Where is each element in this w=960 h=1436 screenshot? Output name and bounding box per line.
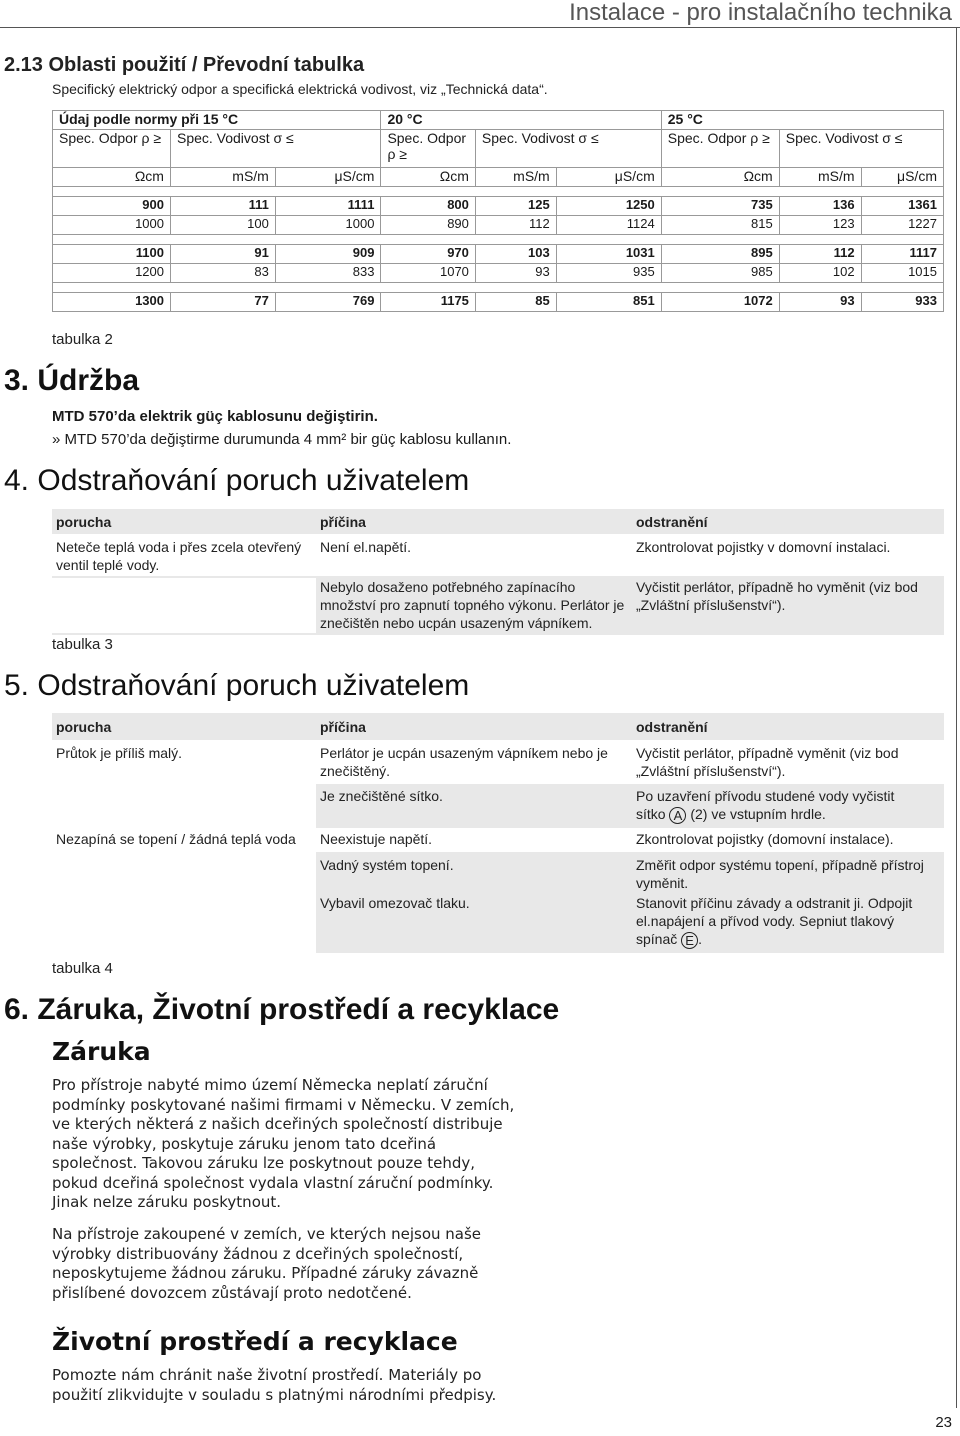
remedy-cell: Zkontrolovat pojistky v domovní instalaci. xyxy=(636,539,891,555)
col-header-remedy: odstranění xyxy=(636,514,708,530)
cause-cell: Je znečištěné sítko. xyxy=(320,788,443,804)
table-cell: 735 xyxy=(661,197,779,216)
table-cell: 900 xyxy=(53,197,171,216)
cause-cell: Perlátor je ucpán usazeným vápníkem nebo je znečištěný. xyxy=(320,745,608,779)
running-header-title: Instalace - pro instalačního technika xyxy=(569,0,952,26)
remedy-cell: Vyčistit perlátor, případně ho vyměnit (viz bod „Zvláštní příslušenství“). xyxy=(636,579,918,613)
remedy-cell xyxy=(636,894,940,949)
remedy-cell xyxy=(636,787,940,824)
section-3-title: 3. Údržba xyxy=(4,364,140,397)
maintenance-instruction: MTD 570’da elektrik güç kablosunu değiştirin. xyxy=(52,408,378,425)
remedy-cell: Zkontrolovat pojistky (domovní instalace). xyxy=(636,831,894,847)
remedy-text: sítko xyxy=(636,806,666,822)
group-header-20c: 20 °C xyxy=(381,111,661,130)
col-header-conductivity: Spec. Vodivost σ ≤ xyxy=(170,130,380,168)
table-caption: tabulka 3 xyxy=(52,636,113,653)
fault-cell-empty xyxy=(52,894,316,953)
remedy-text: (2) ve vstupním hrdle. xyxy=(690,806,826,822)
table-cell: 1175 xyxy=(381,293,475,312)
cause-cell: Vybavil omezovač tlaku. xyxy=(320,895,470,911)
table-cell: 93 xyxy=(779,293,861,312)
table-cell: 890 xyxy=(381,216,475,235)
table-cell: 103 xyxy=(475,245,556,264)
table-caption: tabulka 2 xyxy=(52,331,113,348)
circled-e-symbol: E xyxy=(681,932,698,949)
col-header-resistance: Spec. Odpor ρ ≥ xyxy=(661,130,779,168)
table-cell: 1200 xyxy=(53,264,171,283)
table-cell: 93 xyxy=(475,264,556,283)
unit-cell: mS/m xyxy=(475,168,556,187)
table-row xyxy=(53,245,944,264)
group-header-15c: Údaj podle normy při 15 °C xyxy=(53,111,381,130)
table-cell: 91 xyxy=(170,245,275,264)
cause-cell: Neexistuje napětí. xyxy=(320,831,433,847)
cause-cell: Nebylo dosaženo potřebného zapínacího množství pro zapnutí topného výkonu. Perlátor je znečištěn nebo ucpán usazeným vápníkem. xyxy=(320,579,625,631)
warranty-heading: Záruka xyxy=(52,1037,151,1066)
table-cell: 851 xyxy=(556,293,661,312)
maintenance-step: » MTD 570’da değiştirme durumunda 4 mm² bir güç kablosu kullanın. xyxy=(52,431,512,448)
unit-cell: Ωcm xyxy=(661,168,779,187)
col-header-cause: příčina xyxy=(320,719,366,735)
warranty-paragraph-2: Na přístroje zakoupené v zemích, ve kterých nejsou naše výrobky distribuovány žádnou z dceřiných společností, neposkytujeme žádnou záruku. Případné záruky závazně přislíbené dovozcem zůstávají proto nedotčené. xyxy=(52,1225,482,1302)
col-header-conductivity: Spec. Vodivost σ ≤ xyxy=(475,130,661,168)
table-cell: 1300 xyxy=(53,293,171,312)
section-6-title: 6. Záruka, Životní prostředí a recyklace xyxy=(4,993,560,1026)
environment-heading: Životní prostředí a recyklace xyxy=(52,1327,458,1356)
units-row xyxy=(53,168,944,187)
table-row xyxy=(53,197,944,216)
table-cell: 102 xyxy=(779,264,861,283)
col-header-fault: porucha xyxy=(56,514,112,530)
fault-cell: Průtok je příliš malý. xyxy=(56,745,183,761)
table-row xyxy=(53,293,944,312)
table-cell: 1111 xyxy=(275,197,381,216)
table-cell: 1015 xyxy=(861,264,943,283)
remedy-text: Stanovit příčinu závady a odstranit ji. Odpojit el.napájení a přívod vody. Sepniut tlakový xyxy=(636,895,913,929)
table-row xyxy=(53,264,944,283)
table-cell: 1117 xyxy=(861,245,943,264)
fault-cell: Nezapíná se topení / žádná teplá voda xyxy=(56,831,296,847)
table-cell: 112 xyxy=(475,216,556,235)
table-cell: 125 xyxy=(475,197,556,216)
table-cell: 85 xyxy=(475,293,556,312)
table-row xyxy=(52,852,944,894)
table-header-row xyxy=(52,509,944,534)
cause-cell: Není el.napětí. xyxy=(320,539,412,555)
table-cell: 1000 xyxy=(53,216,171,235)
remedy-text: Po uzavření přívodu studené vody vyčistit xyxy=(636,788,895,804)
unit-cell: μS/cm xyxy=(556,168,661,187)
table-caption: tabulka 4 xyxy=(52,960,113,977)
cause-cell: Vadný systém topení. xyxy=(320,857,454,873)
group-header-row xyxy=(53,111,944,130)
unit-cell: mS/m xyxy=(170,168,275,187)
troubleshooting-table-4 xyxy=(52,713,944,953)
unit-cell: μS/cm xyxy=(275,168,381,187)
col-header-fault: porucha xyxy=(56,719,112,735)
table-cell: 933 xyxy=(861,293,943,312)
remedy-text: . xyxy=(698,931,703,947)
circled-a-symbol: A xyxy=(669,807,686,824)
troubleshooting-table-3 xyxy=(52,509,944,635)
unit-cell: Ωcm xyxy=(381,168,475,187)
group-header-25c: 25 °C xyxy=(661,111,943,130)
col-header-remedy: odstranění xyxy=(636,719,708,735)
col-header-resistance: Spec. Odpor ρ ≥ xyxy=(53,130,171,168)
column-header-row xyxy=(53,130,944,168)
table-cell: 833 xyxy=(275,264,381,283)
table-cell: 1072 xyxy=(661,293,779,312)
table-row xyxy=(52,894,944,953)
unit-cell: μS/cm xyxy=(861,168,943,187)
table-row xyxy=(53,216,944,235)
fault-cell-empty xyxy=(52,852,316,894)
table-cell: 100 xyxy=(170,216,275,235)
warranty-paragraph-1: Pro přístroje nabyté mimo území Německa neplatí záruční podmínky poskytované našimi firmami v Německu. V zemích, ve kterých některá z našich dceřiných společností distribuje naše výrobky, poskytuje záruku jenom tato dceřiná společnost. Takovou záruku lze poskytnout pouze tehdy, pokud dceřiná společnost vydala vlastní záruční podmínky. Jinak nelze záruku poskytnout. xyxy=(52,1076,515,1211)
table-cell: 800 xyxy=(381,197,475,216)
table-cell: 769 xyxy=(275,293,381,312)
remedy-cell: Změřit odpor systému topení, případně přístroj vyměnit. xyxy=(636,857,924,891)
table-cell: 815 xyxy=(661,216,779,235)
unit-cell: Ωcm xyxy=(53,168,171,187)
table-cell: 123 xyxy=(779,216,861,235)
table-row xyxy=(52,534,944,576)
col-header-cause: příčina xyxy=(320,514,366,530)
table-row xyxy=(52,740,944,784)
table-cell: 1100 xyxy=(53,245,171,264)
table-cell: 77 xyxy=(170,293,275,312)
table-cell: 1124 xyxy=(556,216,661,235)
table-cell: 985 xyxy=(661,264,779,283)
col-header-resistance: Spec. Odpor ρ ≥ xyxy=(381,130,475,168)
right-margin-rule xyxy=(956,28,957,1408)
remedy-text: spínač xyxy=(636,931,678,947)
table-cell: 83 xyxy=(170,264,275,283)
page-number: 23 xyxy=(935,1414,952,1431)
table-cell: 895 xyxy=(661,245,779,264)
table-header-row xyxy=(52,713,944,740)
fault-cell-empty xyxy=(52,578,316,633)
table-cell: 112 xyxy=(779,245,861,264)
table-cell: 1361 xyxy=(861,197,943,216)
table-cell: 1070 xyxy=(381,264,475,283)
table-cell: 1031 xyxy=(556,245,661,264)
table-row xyxy=(52,828,944,852)
table-cell: 909 xyxy=(275,245,381,264)
table-row xyxy=(52,784,944,828)
table-cell: 1000 xyxy=(275,216,381,235)
table-cell: 111 xyxy=(170,197,275,216)
environment-paragraph: Pomozte nám chránit naše životní prostředí. Materiály po použití zlikvidujte v souladu s platnými národními předpisy. xyxy=(52,1366,497,1404)
section-4-title: 4. Odstraňování poruch uživatelem xyxy=(4,464,470,497)
table-cell: 136 xyxy=(779,197,861,216)
section-2-13-title: 2.13 Oblasti použití / Převodní tabulka xyxy=(4,54,365,76)
unit-cell: mS/m xyxy=(779,168,861,187)
table-cell: 1227 xyxy=(861,216,943,235)
table-row xyxy=(52,576,944,635)
col-header-conductivity: Spec. Vodivost σ ≤ xyxy=(779,130,943,168)
table-cell: 1250 xyxy=(556,197,661,216)
fault-cell-empty xyxy=(52,784,316,828)
conductivity-table xyxy=(52,110,944,312)
section-5-title: 5. Odstraňování poruch uživatelem xyxy=(4,669,470,702)
section-2-13-subtitle: Specifický elektrický odpor a specifická elektrická vodivost, viz „Technická data“. xyxy=(52,81,548,97)
table-cell: 970 xyxy=(381,245,475,264)
table-cell: 935 xyxy=(556,264,661,283)
fault-cell: Neteče teplá voda i přes zcela otevřený ventil teplé vody. xyxy=(56,539,302,573)
remedy-cell: Vyčistit perlátor, případně vyměnit (viz bod „Zvláštní příslušenství“). xyxy=(636,745,899,779)
